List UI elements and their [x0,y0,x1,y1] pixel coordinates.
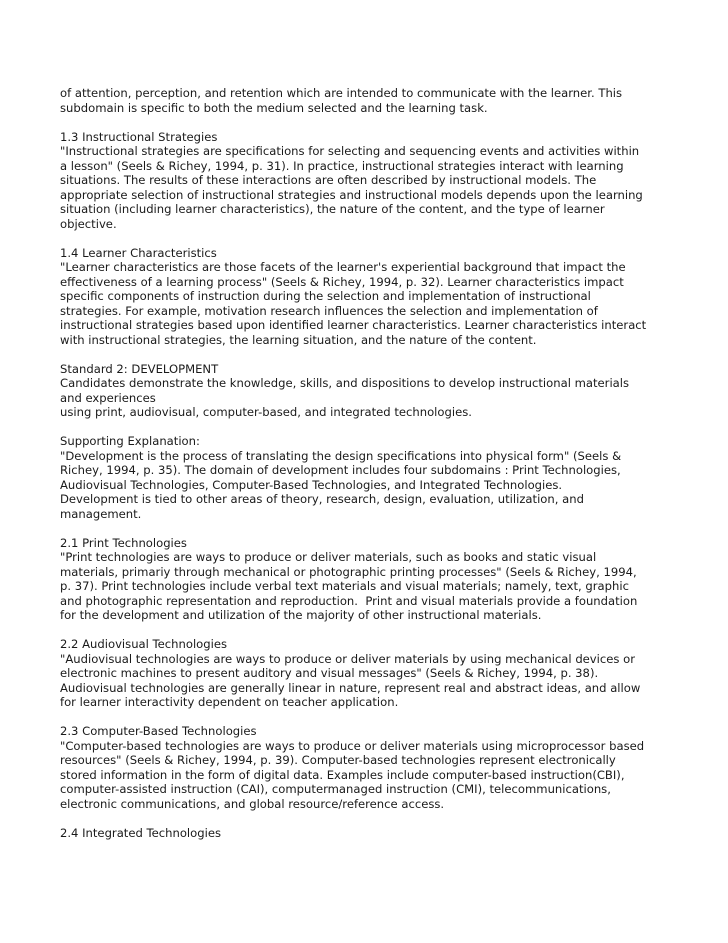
text-line: "Audiovisual technologies are ways to produce or deliver materials by using mechanical devices or [60,651,635,666]
paragraph-gap [60,521,700,536]
paragraph [60,362,700,420]
text-line: electronic communications, and global resource/reference access. [60,796,445,811]
paragraph-gap [60,420,700,435]
text-line: with instructional strategies, the learning situation, and the nature of the content. [60,332,537,347]
paragraph [60,434,700,521]
text-line: of attention, perception, and retention which are intended to communicate with the learner. This [60,86,623,100]
text-line: appropriate selection of instructional strategies and instructional models depends upon the learning [60,187,643,202]
text-line: Audiovisual technologies are generally linear in nature, represent real and abstract ideas, and allow [60,680,641,695]
section-heading-line: 2.3 Computer-Based Technologies [60,724,257,738]
text-line: situation (including learner characteristics), the nature of the content, and the type of learner [60,202,605,216]
text-line: and experiences [60,390,156,405]
section-heading-line: 2.1 Print Technologies [60,535,187,550]
section-heading-line: 1.4 Learner Characteristics [60,245,217,260]
paragraph-gap [60,347,700,362]
text-line: management. [60,506,142,521]
text-line: computer-assisted instruction (CAI), computermanaged instruction (CMI), telecommunications, [60,782,611,796]
text-line: "Computer-based technologies are ways to produce or deliver materials using microprocessor based [60,738,645,753]
text-line: and photographic representation and reproduction. Print and visual materials provide a foundation [60,593,638,608]
text-line: strategies. For example, motivation research influences the selection and implementation of [60,303,598,318]
paragraph [60,724,700,811]
text-line: "Print technologies are ways to produce or deliver materials, such as books and static visual [60,550,597,564]
paragraph [60,637,700,710]
paragraph-gap [60,710,700,725]
text-line: Candidates demonstrate the knowledge, skills, and dispositions to develop instructional materials [60,376,630,390]
text-line: stored information in the form of digital data. Examples include computer-based instruction(CBI), [60,767,625,782]
text-line: "Development is the process of translating the design specifications into physical form" (Seels & [60,448,622,463]
text-line: "Instructional strategies are specifications for selecting and sequencing events and activities within [60,144,640,158]
text-line: Richey, 1994, p. 35). The domain of development includes four subdomains : Print Technologies, [60,463,621,477]
paragraph-gap [60,115,700,130]
text-line: Audiovisual Technologies, Computer-Based Technologies, and Integrated Technologies. [60,477,563,492]
text-line: objective. [60,216,117,231]
paragraph-gap [60,623,700,638]
text-line: a lesson" (Seels & Richey, 1994, p. 31). In practice, instructional strategies interact with learning [60,158,624,173]
paragraph [60,826,700,841]
text-line: specific components of instruction during the selection and implementation of instructional [60,289,591,303]
text-line: situations. The results of these interactions are often described by instructional models. The [60,173,597,187]
document-body [60,86,700,840]
text-line: resources" (Seels & Richey, 1994, p. 39). Computer-based technologies represent electronically [60,753,616,767]
text-line: using print, audiovisual, computer-based, and integrated technologies. [60,405,472,419]
text-line: for learner interactivity dependent on teacher application. [60,695,399,709]
text-line: p. 37). Print technologies include verbal text materials and visual materials; namely, text, graphic [60,579,629,593]
text-line: Development is tied to other areas of theory, research, design, evaluation, utilization, and [60,492,584,506]
section-heading-line: Supporting Explanation: [60,434,200,448]
text-line: "Learner characteristics are those facets of the learner's experiential background that impact the [60,260,626,274]
text-line: effectiveness of a learning process" (Seels & Richey, 1994, p. 32). Learner characteristics impact [60,274,624,289]
paragraph-gap [60,231,700,246]
paragraph-gap [60,811,700,826]
paragraph [60,246,700,348]
text-line: instructional strategies based upon identified learner characteristics. Learner characteristics interact [60,318,647,332]
text-line: for the development and utilization of the majority of other instructional materials. [60,608,542,622]
text-line: subdomain is specific to both the medium selected and the learning task. [60,100,488,115]
section-heading-line: Standard 2: DEVELOPMENT [60,361,219,376]
paragraph [60,130,700,232]
text-line: 2.4 Integrated Technologies [60,825,221,840]
section-heading-line: 1.3 Instructional Strategies [60,129,218,144]
text-line: electronic machines to present auditory and visual messages" (Seels & Richey, 1994, p. 38). [60,666,599,680]
paragraph [60,86,700,115]
text-line: materials, primariy through mechanical or photographic printing processes" (Seels & Richey, 1994, [60,564,637,579]
section-heading-line: 2.2 Audiovisual Technologies [60,637,228,651]
paragraph [60,536,700,623]
